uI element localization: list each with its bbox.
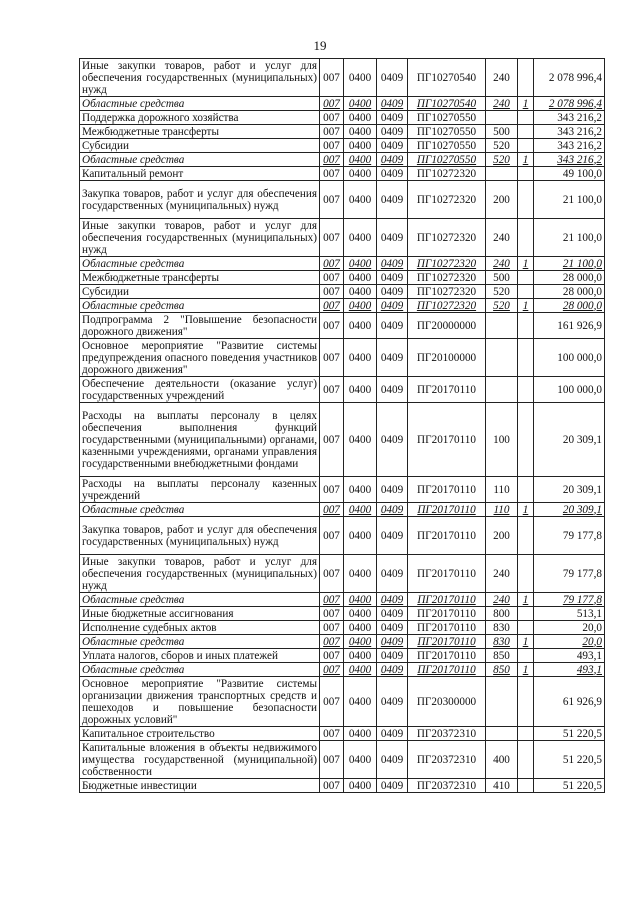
funding-source-code: 1 (518, 663, 534, 677)
subsection-code: 0409 (377, 677, 408, 727)
row-name: Закупка товаров, работ и услуг для обеспечения государственных (муниципальных) нужд (80, 181, 320, 219)
expense-type-code: 240 (486, 59, 518, 97)
funding-source-code (518, 607, 534, 621)
admin-code: 007 (320, 593, 344, 607)
target-article-code: ПГ20170110 (408, 607, 486, 621)
expense-type-code: 200 (486, 517, 518, 555)
funding-source-code (518, 181, 534, 219)
target-article-code: ПГ20170110 (408, 503, 486, 517)
funding-source-code (518, 339, 534, 377)
funding-source-code (518, 125, 534, 139)
admin-code: 007 (320, 219, 344, 257)
subsection-code: 0409 (377, 153, 408, 167)
admin-code: 007 (320, 285, 344, 299)
row-name: Исполнение судебных актов (80, 621, 320, 635)
table-row (80, 59, 605, 97)
funding-source-code (518, 313, 534, 339)
row-name: Межбюджетные трансферты (80, 125, 320, 139)
subsection-code: 0409 (377, 257, 408, 271)
section-code: 0400 (344, 97, 377, 111)
table-row (80, 219, 605, 257)
table-row (80, 97, 605, 111)
expense-type-code: 110 (486, 477, 518, 503)
row-name: Областные средства (80, 97, 320, 111)
table-row (80, 285, 605, 299)
table-row (80, 299, 605, 313)
row-name: Расходы на выплаты персоналу в целях обеспечения выполнения функций государственными (муниципальными) органами, казенными учреждениями, органами управления государственными внебюджетными фондами (80, 403, 320, 477)
section-code: 0400 (344, 313, 377, 339)
expense-type-code: 500 (486, 271, 518, 285)
target-article-code: ПГ20170110 (408, 517, 486, 555)
admin-code: 007 (320, 313, 344, 339)
target-article-code: ПГ10272320 (408, 299, 486, 313)
subsection-code: 0409 (377, 593, 408, 607)
row-name: Капитальное строительство (80, 727, 320, 741)
funding-source-code (518, 285, 534, 299)
admin-code: 007 (320, 663, 344, 677)
funding-source-code: 1 (518, 153, 534, 167)
amount: 493,1 (534, 663, 605, 677)
admin-code: 007 (320, 403, 344, 477)
subsection-code: 0409 (377, 181, 408, 219)
target-article-code: ПГ20170110 (408, 649, 486, 663)
subsection-code: 0409 (377, 377, 408, 403)
target-article-code: ПГ20170110 (408, 377, 486, 403)
funding-source-code (518, 167, 534, 181)
section-code: 0400 (344, 125, 377, 139)
target-article-code: ПГ10270550 (408, 111, 486, 125)
table-row (80, 403, 605, 477)
expense-type-code: 520 (486, 299, 518, 313)
amount: 28 000,0 (534, 271, 605, 285)
expense-type-code (486, 339, 518, 377)
funding-source-code: 1 (518, 97, 534, 111)
target-article-code: ПГ20170110 (408, 621, 486, 635)
target-article-code: ПГ10270540 (408, 97, 486, 111)
row-name: Областные средства (80, 663, 320, 677)
table-row (80, 593, 605, 607)
subsection-code: 0409 (377, 477, 408, 503)
amount: 100 000,0 (534, 339, 605, 377)
row-name: Иные закупки товаров, работ и услуг для обеспечения государственных (муниципальных) нужд (80, 219, 320, 257)
admin-code: 007 (320, 649, 344, 663)
admin-code: 007 (320, 125, 344, 139)
subsection-code: 0409 (377, 125, 408, 139)
funding-source-code (518, 403, 534, 477)
target-article-code: ПГ20000000 (408, 313, 486, 339)
subsection-code: 0409 (377, 403, 408, 477)
section-code: 0400 (344, 741, 377, 779)
table-row (80, 339, 605, 377)
section-code: 0400 (344, 727, 377, 741)
section-code: 0400 (344, 153, 377, 167)
table-row (80, 727, 605, 741)
subsection-code: 0409 (377, 285, 408, 299)
funding-source-code (518, 111, 534, 125)
table-row (80, 503, 605, 517)
admin-code: 007 (320, 167, 344, 181)
amount: 21 100,0 (534, 219, 605, 257)
row-name: Бюджетные инвестиции (80, 779, 320, 793)
expense-type-code: 800 (486, 607, 518, 621)
expense-type-code: 240 (486, 593, 518, 607)
section-code: 0400 (344, 167, 377, 181)
target-article-code: ПГ20170110 (408, 403, 486, 477)
expense-type-code (486, 167, 518, 181)
subsection-code: 0409 (377, 111, 408, 125)
amount: 51 220,5 (534, 741, 605, 779)
amount: 20 309,1 (534, 477, 605, 503)
admin-code: 007 (320, 111, 344, 125)
subsection-code: 0409 (377, 339, 408, 377)
target-article-code: ПГ20170110 (408, 477, 486, 503)
section-code: 0400 (344, 59, 377, 97)
section-code: 0400 (344, 181, 377, 219)
amount: 343 216,2 (534, 139, 605, 153)
target-article-code: ПГ20372310 (408, 741, 486, 779)
target-article-code: ПГ20170110 (408, 593, 486, 607)
subsection-code: 0409 (377, 299, 408, 313)
amount: 20,0 (534, 621, 605, 635)
amount: 161 926,9 (534, 313, 605, 339)
subsection-code: 0409 (377, 97, 408, 111)
expense-type-code: 520 (486, 285, 518, 299)
expense-type-code (486, 377, 518, 403)
admin-code: 007 (320, 503, 344, 517)
funding-source-code (518, 59, 534, 97)
section-code: 0400 (344, 649, 377, 663)
funding-source-code (518, 377, 534, 403)
section-code: 0400 (344, 663, 377, 677)
amount: 79 177,8 (534, 593, 605, 607)
expense-type-code: 410 (486, 779, 518, 793)
section-code: 0400 (344, 139, 377, 153)
section-code: 0400 (344, 219, 377, 257)
section-code: 0400 (344, 517, 377, 555)
table-row (80, 181, 605, 219)
target-article-code: ПГ10272320 (408, 181, 486, 219)
row-name: Областные средства (80, 593, 320, 607)
table-row (80, 517, 605, 555)
amount: 493,1 (534, 649, 605, 663)
section-code: 0400 (344, 111, 377, 125)
expense-type-code: 240 (486, 257, 518, 271)
admin-code: 007 (320, 97, 344, 111)
subsection-code: 0409 (377, 635, 408, 649)
subsection-code: 0409 (377, 727, 408, 741)
amount: 21 100,0 (534, 257, 605, 271)
funding-source-code (518, 271, 534, 285)
target-article-code: ПГ20170110 (408, 663, 486, 677)
table-row (80, 621, 605, 635)
row-name: Капитальные вложения в объекты недвижимого имущества государственной (муниципальной) собственности (80, 741, 320, 779)
funding-source-code: 1 (518, 299, 534, 313)
budget-table-body (80, 59, 605, 793)
amount: 21 100,0 (534, 181, 605, 219)
row-name: Областные средства (80, 299, 320, 313)
expense-type-code: 240 (486, 555, 518, 593)
target-article-code: ПГ10272320 (408, 271, 486, 285)
target-article-code: ПГ20170110 (408, 635, 486, 649)
row-name: Капитальный ремонт (80, 167, 320, 181)
target-article-code: ПГ10270540 (408, 59, 486, 97)
funding-source-code (518, 779, 534, 793)
table-row (80, 153, 605, 167)
section-code: 0400 (344, 377, 377, 403)
table-row (80, 167, 605, 181)
target-article-code: ПГ10270550 (408, 153, 486, 167)
expense-type-code: 100 (486, 403, 518, 477)
amount: 28 000,0 (534, 299, 605, 313)
amount: 2 078 996,4 (534, 59, 605, 97)
row-name: Основное мероприятие "Развитие системы предупреждения опасного поведения участников дорожного движения" (80, 339, 320, 377)
subsection-code: 0409 (377, 167, 408, 181)
admin-code: 007 (320, 181, 344, 219)
table-row (80, 779, 605, 793)
subsection-code: 0409 (377, 607, 408, 621)
target-article-code: ПГ20100000 (408, 339, 486, 377)
admin-code: 007 (320, 299, 344, 313)
row-name: Иные бюджетные ассигнования (80, 607, 320, 621)
section-code: 0400 (344, 271, 377, 285)
subsection-code: 0409 (377, 219, 408, 257)
funding-source-code: 1 (518, 635, 534, 649)
funding-source-code (518, 139, 534, 153)
section-code: 0400 (344, 339, 377, 377)
subsection-code: 0409 (377, 555, 408, 593)
funding-source-code (518, 555, 534, 593)
section-code: 0400 (344, 621, 377, 635)
expense-type-code (486, 313, 518, 339)
subsection-code: 0409 (377, 313, 408, 339)
admin-code: 007 (320, 153, 344, 167)
admin-code: 007 (320, 621, 344, 635)
expense-type-code: 240 (486, 219, 518, 257)
admin-code: 007 (320, 741, 344, 779)
table-row (80, 257, 605, 271)
row-name: Областные средства (80, 503, 320, 517)
amount: 61 926,9 (534, 677, 605, 727)
subsection-code: 0409 (377, 649, 408, 663)
amount: 343 216,2 (534, 111, 605, 125)
section-code: 0400 (344, 299, 377, 313)
subsection-code: 0409 (377, 741, 408, 779)
amount: 343 216,2 (534, 153, 605, 167)
target-article-code: ПГ20372310 (408, 779, 486, 793)
funding-source-code (518, 477, 534, 503)
funding-source-code (518, 649, 534, 663)
table-row (80, 677, 605, 727)
subsection-code: 0409 (377, 503, 408, 517)
expense-type-code: 400 (486, 741, 518, 779)
table-row (80, 377, 605, 403)
admin-code: 007 (320, 635, 344, 649)
funding-source-code (518, 741, 534, 779)
expense-type-code: 110 (486, 503, 518, 517)
section-code: 0400 (344, 555, 377, 593)
admin-code: 007 (320, 779, 344, 793)
row-name: Обеспечение деятельности (оказание услуг) государственных учреждений (80, 377, 320, 403)
section-code: 0400 (344, 779, 377, 793)
row-name: Иные закупки товаров, работ и услуг для обеспечения государственных (муниципальных) нужд (80, 555, 320, 593)
subsection-code: 0409 (377, 517, 408, 555)
amount: 79 177,8 (534, 555, 605, 593)
amount: 51 220,5 (534, 779, 605, 793)
funding-source-code: 1 (518, 593, 534, 607)
row-name: Субсидии (80, 285, 320, 299)
expense-type-code: 500 (486, 125, 518, 139)
section-code: 0400 (344, 285, 377, 299)
expense-type-code: 520 (486, 153, 518, 167)
subsection-code: 0409 (377, 663, 408, 677)
expense-type-code: 850 (486, 663, 518, 677)
page-number: 19 (313, 38, 327, 53)
expense-type-code: 830 (486, 621, 518, 635)
admin-code: 007 (320, 477, 344, 503)
funding-source-code (518, 621, 534, 635)
table-row (80, 663, 605, 677)
row-name: Расходы на выплаты персоналу казенных учреждений (80, 477, 320, 503)
amount: 20 309,1 (534, 403, 605, 477)
amount: 20,0 (534, 635, 605, 649)
subsection-code: 0409 (377, 621, 408, 635)
target-article-code: ПГ10272320 (408, 219, 486, 257)
amount: 343 216,2 (534, 125, 605, 139)
expense-type-code: 850 (486, 649, 518, 663)
funding-source-code: 1 (518, 503, 534, 517)
target-article-code: ПГ10272320 (408, 167, 486, 181)
admin-code: 007 (320, 517, 344, 555)
target-article-code: ПГ10272320 (408, 257, 486, 271)
expense-type-code: 830 (486, 635, 518, 649)
admin-code: 007 (320, 257, 344, 271)
table-row (80, 139, 605, 153)
target-article-code: ПГ20170110 (408, 555, 486, 593)
budget-table (79, 58, 605, 793)
row-name: Областные средства (80, 153, 320, 167)
amount: 51 220,5 (534, 727, 605, 741)
row-name: Поддержка дорожного хозяйства (80, 111, 320, 125)
admin-code: 007 (320, 555, 344, 593)
target-article-code: ПГ10270550 (408, 139, 486, 153)
admin-code: 007 (320, 271, 344, 285)
admin-code: 007 (320, 607, 344, 621)
expense-type-code (486, 677, 518, 727)
section-code: 0400 (344, 593, 377, 607)
admin-code: 007 (320, 339, 344, 377)
subsection-code: 0409 (377, 779, 408, 793)
section-code: 0400 (344, 403, 377, 477)
section-code: 0400 (344, 635, 377, 649)
amount: 20 309,1 (534, 503, 605, 517)
admin-code: 007 (320, 59, 344, 97)
expense-type-code: 200 (486, 181, 518, 219)
table-row (80, 313, 605, 339)
target-article-code: ПГ20372310 (408, 727, 486, 741)
admin-code: 007 (320, 677, 344, 727)
row-name: Межбюджетные трансферты (80, 271, 320, 285)
funding-source-code (518, 677, 534, 727)
funding-source-code (518, 517, 534, 555)
section-code: 0400 (344, 677, 377, 727)
amount: 513,1 (534, 607, 605, 621)
expense-type-code (486, 727, 518, 741)
section-code: 0400 (344, 607, 377, 621)
row-name: Иные закупки товаров, работ и услуг для обеспечения государственных (муниципальных) нужд (80, 59, 320, 97)
row-name: Основное мероприятие "Развитие системы организации движения транспортных средств и пешеходов и повышение безопасности дорожных условий" (80, 677, 320, 727)
section-code: 0400 (344, 477, 377, 503)
subsection-code: 0409 (377, 139, 408, 153)
row-name: Субсидии (80, 139, 320, 153)
table-row (80, 741, 605, 779)
funding-source-code (518, 219, 534, 257)
amount: 28 000,0 (534, 285, 605, 299)
row-name: Подпрограмма 2 "Повышение безопасности дорожного движения" (80, 313, 320, 339)
section-code: 0400 (344, 503, 377, 517)
table-row (80, 635, 605, 649)
expense-type-code: 520 (486, 139, 518, 153)
amount: 2 078 996,4 (534, 97, 605, 111)
expense-type-code (486, 111, 518, 125)
amount: 79 177,8 (534, 517, 605, 555)
table-row (80, 555, 605, 593)
expense-type-code: 240 (486, 97, 518, 111)
target-article-code: ПГ20300000 (408, 677, 486, 727)
row-name: Закупка товаров, работ и услуг для обеспечения государственных (муниципальных) нужд (80, 517, 320, 555)
table-row (80, 477, 605, 503)
row-name: Уплата налогов, сборов и иных платежей (80, 649, 320, 663)
amount: 100 000,0 (534, 377, 605, 403)
funding-source-code: 1 (518, 257, 534, 271)
subsection-code: 0409 (377, 271, 408, 285)
admin-code: 007 (320, 377, 344, 403)
section-code: 0400 (344, 257, 377, 271)
target-article-code: ПГ10270550 (408, 125, 486, 139)
subsection-code: 0409 (377, 59, 408, 97)
table-row (80, 607, 605, 621)
row-name: Областные средства (80, 257, 320, 271)
target-article-code: ПГ10272320 (408, 285, 486, 299)
table-row (80, 271, 605, 285)
table-row (80, 125, 605, 139)
admin-code: 007 (320, 139, 344, 153)
table-row (80, 111, 605, 125)
funding-source-code (518, 727, 534, 741)
row-name: Областные средства (80, 635, 320, 649)
table-row (80, 649, 605, 663)
amount: 49 100,0 (534, 167, 605, 181)
admin-code: 007 (320, 727, 344, 741)
